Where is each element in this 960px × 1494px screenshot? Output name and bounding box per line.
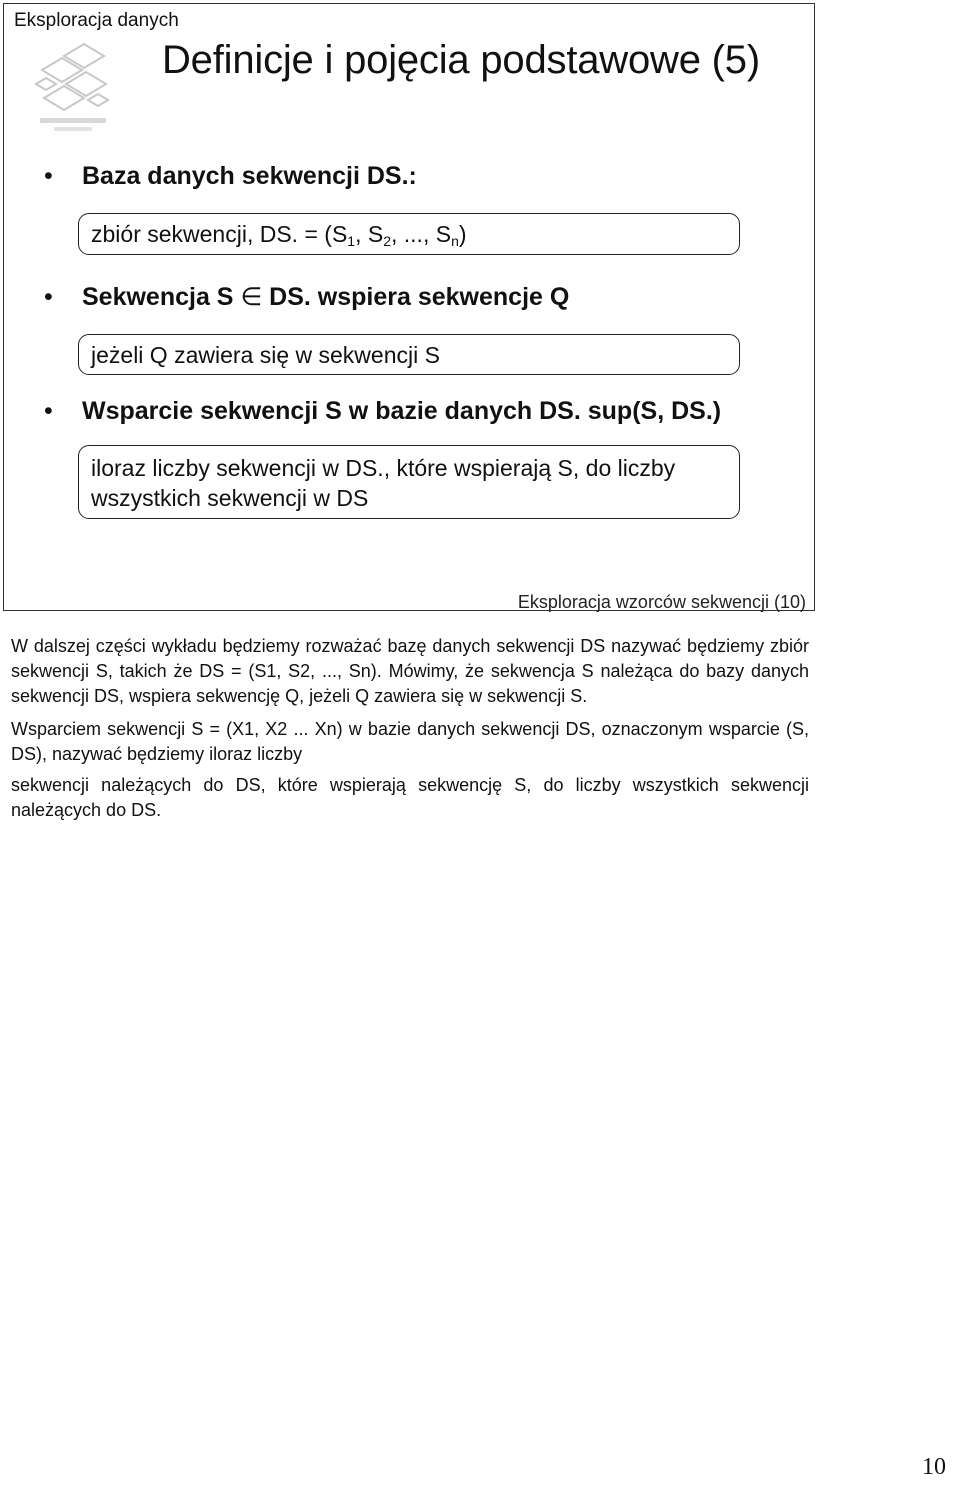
definition-box-database: zbiór sekwencji, DS. = ($S_1$, $S_2$, ..., $S_n$)	[78, 213, 740, 255]
element-of-symbol: ∈	[240, 283, 263, 311]
bullet-label: Wsparcie sekwencji S w bazie danych DS. sup(S, DS.)	[82, 397, 722, 425]
slide-frame	[3, 3, 815, 611]
notes-paragraph: sekwencji należących do DS, które wspierają sekwencję S, do liczby wszystkich sekwencji należących do DS.	[11, 775, 809, 820]
institution-logo	[32, 40, 114, 136]
bullet-support-measure	[44, 397, 721, 426]
bullet-database	[44, 162, 417, 191]
page-number: 10	[922, 1454, 946, 1480]
header-label: Eksploracja danych	[14, 10, 179, 31]
slide-title: Definicje i pojęcia podstawowe (5)	[162, 38, 760, 82]
bullet-label: Baza danych sekwencji DS.:	[82, 162, 417, 190]
definition-box-support: iloraz liczby sekwencji w DS., które wspierają S, do liczby wszystkich sekwencji w DS	[78, 445, 740, 519]
notes-paragraph: Wsparciem sekwencji S = (X1, X2 ... Xn) w bazie danych sekwencji DS, oznaczonym wsparcie (S, DS), nazywać będziemy iloraz liczby	[11, 719, 809, 764]
bullet-marker: •	[44, 162, 53, 190]
slide-footer: Eksploracja wzorców sekwencji (10)	[517, 592, 806, 612]
definition-box-contains: jeżeli Q zawiera się w sekwencji S	[78, 334, 740, 375]
bullet-marker: •	[44, 397, 53, 425]
notes-paragraph: W dalszej części wykładu będziemy rozważać bazę danych sekwencji DS nazywać będziemy zbiór sekwencji S, takich że DS = (S1, S2, ..., Sn). Mówimy, że sekwencja S należąca do bazy danych sekwencji DS, wspiera sekwencję Q, jeżeli Q zawiera się w sekwencji S.	[11, 636, 809, 706]
bullet-marker: •	[44, 283, 53, 311]
lecture-notes	[11, 634, 809, 823]
bullet-sequence-support: • Sekwencja S ∈ DS. wspiera sekwencje Q	[44, 283, 570, 311]
